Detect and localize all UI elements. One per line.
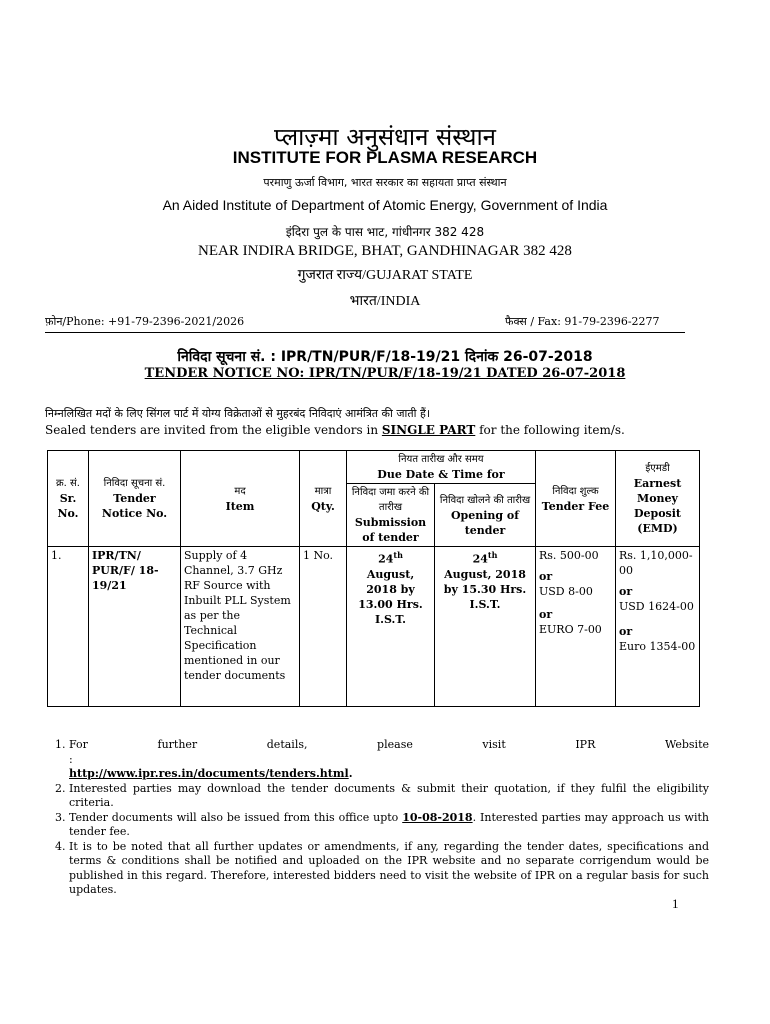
fee-inr: Rs. 500-00 [539,549,599,562]
notes-list [45,738,709,898]
note-1 [69,738,709,782]
header-opening-hindi: निविदा खोलने की तारीख [439,494,531,506]
cell-item: Supply of 4 Channel, 3.7 GHz RF Source with Inbuilt PLL System as per the Technical Specification mentioned in our tender documents [181,547,300,707]
header-fee-hindi: निविदा शुल्क [552,485,599,497]
note-3-text-end: . Interested parties may approach us with tender fee. [69,810,709,838]
fee-euro: EURO 7-00 [539,623,602,636]
header-submission-hindi: निविदा जमा करने की तारीख [351,487,430,513]
address-english: NEAR INDIRA BRIDGE, BHAT, GANDHINAGAR 382 428 [198,243,572,259]
table-row [48,547,700,707]
intro-english [45,423,625,437]
header-notice-hindi: निविदा सूचना सं. [103,478,166,489]
note-1-text: For further details, please visit IPR Website : [69,738,709,766]
institute-subtitle-hindi: परमाणु ऊर्जा विभाग, भारत सरकार का सहायता प्राप्त संस्थान [263,176,507,189]
cell-sr-no: 1. [48,547,89,707]
header-opening [435,484,536,547]
tenders-link[interactable]: http://www.ipr.res.in/documents/tenders.html [69,767,349,780]
emd-usd: USD 1624-00 [619,600,694,613]
tender-notice-hindi: निविदा सूचना सं. : IPR/TN/PUR/F/18-19/21 दिनांक 26-07-2018 [177,349,593,365]
note-3-text-start: Tender documents will also be issued from this office upto [69,810,403,824]
cell-opening-date [435,547,536,707]
note-4: 4. It is to be noted that all further updates or amendments, if any, regarding the tender dates, specifications and terms & conditions shall be notified and uploaded on the IPR website and no separate corrigendum would be published in this regard. Therefore, interested bidders need to visit the website of IPR on a regular basis for such updates. [69,840,709,898]
header-emd-hindi: ईएमडी [645,463,670,474]
header-submission [347,484,435,547]
header-due-hindi: नियत तारीख और समय [398,454,484,465]
header-sr-hindi: क्र. सं. [56,478,80,489]
fax-number: फैक्स / Fax: 91-79-2396-2277 [505,315,660,328]
header-due-english: Due Date & Time for [377,468,505,481]
header-item-english: Item [225,499,255,513]
header-tender-notice [89,451,181,547]
header-divider [45,332,685,333]
header-fee-english: Tender Fee [541,499,610,513]
header-notice-english: Tender Notice No. [101,492,168,520]
header-emd [616,451,700,547]
header-due-date [347,451,536,484]
emd-inr: Rs. 1,10,000-00 [619,549,693,577]
header-tender-fee [536,451,616,547]
header-opening-english: Opening of tender [450,508,520,537]
fee-or-2: or [539,608,553,621]
cell-emd [616,547,700,707]
emd-or-1: or [619,585,633,598]
header-qty [300,451,347,547]
header-qty-english: Qty. [311,499,335,513]
institute-name-hindi: प्लाज़्मा अनुसंधान संस्थान [274,123,496,151]
intro-emphasis: SINGLE PART [381,423,476,437]
emd-euro: Euro 1354-00 [619,640,696,653]
note-3-date: 10-08-2018 [402,810,473,824]
header-item [181,451,300,547]
header-sr-english: Sr. No. [57,492,79,520]
intro-hindi: निम्नलिखित मदों के लिए सिंगल पार्ट में योग्य विक्रेताओं से मुहरबंद निविदाएं आमंत्रित की जाती हैं। [45,407,430,420]
phone-number: फ़ोन/Phone: +91-79-2396-2021/2026 [45,315,245,328]
cell-submission-date [347,547,435,707]
cell-notice-no: IPR/TN/ PUR/F/ 18-19/21 [89,547,181,707]
header-submission-english: Submission of tender [354,516,427,544]
submission-day-suffix: th [393,550,403,560]
fee-usd: USD 8-00 [539,585,593,598]
header-sr-no [48,451,89,547]
submission-day: 24 [378,552,394,566]
intro-text-start: Sealed tenders are invited from the eligible vendors in [45,423,382,437]
header-emd-english: Earnest Money Deposit (EMD) [633,477,682,535]
page-number: 1 [672,896,679,911]
header-item-hindi: मद [234,485,246,497]
opening-details: August, 2018 by 15.30 Hrs. I.S.T. [443,567,527,611]
tender-table [47,450,700,707]
cell-tender-fee [536,547,616,707]
fee-or-1: or [539,570,553,583]
submission-details: August, 2018 by 13.00 Hrs. I.S.T. [358,567,423,626]
cell-qty: 1 No. [300,547,347,707]
opening-day: 24 [472,552,488,566]
intro-text-end: for the following item/s. [475,423,625,437]
table-header-row [48,451,700,484]
institute-name-english: INSTITUTE FOR PLASMA RESEARCH [232,148,538,167]
institute-subtitle-english: An Aided Institute of Department of Atomic Energy, Government of India [162,197,608,213]
note-3 [69,811,709,840]
address-hindi: इंदिरा पुल के पास भाट, गांधीनगर 382 428 [285,225,485,239]
note-2: 2. Interested parties may download the tender documents & submit their quotation, if they fulfil the eligibility criteria. [69,782,709,811]
header-qty-hindi: मात्रा [314,485,332,497]
note-1-end: . [348,767,353,780]
country-line: भारत/INDIA [349,294,421,309]
tender-notice-english: TENDER NOTICE NO: IPR/TN/PUR/F/18-19/21 DATED 26-07-2018 [144,366,626,381]
state-line: गुजरात राज्य/GUJARAT STATE [297,268,473,283]
opening-day-suffix: th [487,550,498,560]
emd-or-2: or [619,625,633,638]
